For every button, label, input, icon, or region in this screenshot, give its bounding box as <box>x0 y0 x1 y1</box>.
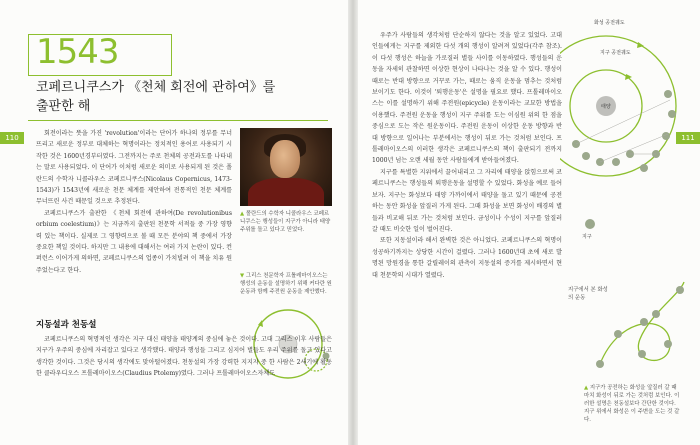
right-body-text <box>372 30 562 442</box>
caption-triangle-icon: ▼ <box>240 273 246 279</box>
headline-line-2: 출판한 해 <box>36 99 91 114</box>
epicycle-caption-text: 그리스 천문학자 프톨레마이오스는 행성의 운동을 설명하기 위해 커다란 원운동과 함께 주전원 운동을 제안했다. <box>240 273 332 295</box>
year-title: 1543 <box>36 32 119 72</box>
copernicus-portrait <box>240 128 332 206</box>
retrograde-diagram <box>560 14 692 390</box>
caption-triangle-icon: ▲ <box>584 385 590 391</box>
portrait-robe <box>248 178 324 206</box>
planet <box>652 310 660 318</box>
portrait-caption <box>240 210 334 234</box>
earth-orbit-label: 지구 공전궤도 <box>600 50 631 56</box>
planet <box>668 110 676 118</box>
planet <box>582 152 590 160</box>
paragraph: 코페르니쿠스의 혁명적인 생각은 지구 대신 태양을 태양계의 중심에 놓은 것이다. 고대 그리스 이후 사람들은 지구가 우주의 중심에 자리잡고 있다고 생각했다. 태양과 행성들 그리고 심지어 별들도 우리 주위를 돌고 있다고 생각한 것이다. 그것은 당시의 생각에도 맞아떨어졌다. 천동설의 가장 강력한 지지자 중 한 사람은 2세기에 활동한 클라우디오스 프톨레마이오스(Claudius Ptolemy)였다. 그러나 프톨레마이오스자체도 <box>36 336 332 378</box>
earth <box>585 219 595 229</box>
earth-orbit-arrow-icon <box>625 74 632 80</box>
planet <box>676 286 684 294</box>
planet <box>638 350 646 358</box>
planet <box>614 330 622 338</box>
paragraph: 회전이라는 뜻을 가진 'revolution'이라는 단어가 하나의 정부를 무너뜨리고 새로운 정부로 대체하는 혁명이라는 정치적인 용어로 사용되기 시작한 것은 1600년경부터였다. 그전까지는 주로 천체의 공전과도를 나타내는 말로 사용되었다. 이 단어가 이처럼 새로운 의미로 사용되게 된 것은 폴란드의 수학자 니콜라우스 코페르니쿠스(Nicolaus Copernicus, 1473-1543)가 1543년에 새로운 천문 체계를 제안하여 전통적인 천문 체계를 무너뜨린 사건 때문일 것으로 추정된다. <box>36 130 232 206</box>
header-rule <box>28 120 328 121</box>
portrait-caption-text: 폴란드의 수학자 니콜라우스 코페르니쿠스는 행성들이 지구가 아니라 태양 주위를 돌고 있다고 믿었다. <box>240 211 331 233</box>
paragraph: 또한 지동설이라 해서 완벽한 것은 아니었다. 코페르니쿠스의 혁명이 성공하기까지는 상당한 시간이 걸렸다. 그러나 1600년대 초에 새로 발명된 망원경을 통한 갈릴레이의 관측이 지동설의 증거를 제시하면서 현대 천문학의 시대가 열렸다. <box>372 237 562 279</box>
headline <box>36 78 316 116</box>
page-gutter <box>348 0 358 445</box>
paragraph: 우주가 사람들의 생각처럼 단순하지 않다는 것을 알고 있었다. 고대인들에게는 지구를 제외한 다섯 개의 행성이 알려져 있었다(각주 참조). 이 다섯 행성은 하늘을 가로질러 별들 사이를 이동하였다. 행성들의 운동을 자세히 관찰하면 이상한 현상이 나타나는 것을 알 수 있다. 행성이 때로는 반대 방향으로 거꾸로 가는, 때로는 움직 운동을 멈추는 것처럼 보이기도 한다. 이것이 '퇴행운동'은 설명을 필요로 했다. 프톨레마이오스는 이를 설명하기 위해 주전원(epicycle) 운동이라는 교묘한 방법을 이용했다. 주전원 운동을 행성이 지구 주위를 도는 이심원 위의 한 점을 중심으로 도는 작은 원운동이다. 주전원 운동이 이상한 운동 방향과 반대 방향으로 일어나는 부분에서는 행성이 뒤로 가는 것처럼 보인다. 프톨레마이오스의 이러한 생각은 코페르니쿠스의 책이 출판되기 전까지 1000년 넘는 오랜 세월 동안 사람들에게 받아들여졌다. <box>372 32 562 165</box>
left-page-number: 110 <box>0 132 24 144</box>
planet <box>664 90 672 98</box>
left-body-text <box>36 128 232 300</box>
section-title: 지동설과 천동설 <box>36 320 97 330</box>
planet <box>640 164 648 172</box>
left-bottom-text <box>36 334 332 442</box>
right-page-number: 111 <box>676 132 700 144</box>
sun-label: 태양 <box>601 104 611 110</box>
planet <box>640 318 648 326</box>
sight-line <box>600 134 668 162</box>
mars-orbit-label: 화성 공전궤도 <box>594 20 625 26</box>
paragraph: 지구를 특별한 지위에서 끌어내리고 그 자리에 태양을 앉힘으로써 코페르니쿠스는 행성들의 퇴행운동을 설명할 수 있었다. 화성을 예로 들어보자. 지구는 화성보다 태양 가까이에서 태양을 돌고 있기 때문에 공전하는 동안 화성을 앞질러 가게 된다. 그때 화성을 보면 화성이 배경의 별들과 비교해 뒤로 가는 것처럼 보인다. 금성이나 수성이 지구를 앞질러 갈 때도 비슷한 일이 벌어진다. <box>372 168 562 233</box>
headline-line-1: 코페르니쿠스가 《천체 회전에 관하여》를 <box>36 80 276 95</box>
caption-triangle-icon: ▲ <box>240 211 246 217</box>
planet <box>596 360 604 368</box>
retrograde-caption <box>584 384 680 424</box>
earth-label: 지구 <box>582 234 592 240</box>
paragraph: 코페르니쿠스가 출판한 《천체 회전에 관하여(De revolutionibus orbium coelestium)》는 지금까지 출판된 천문학 서적들 중 가장 영향력 있는 책이다. 실제로 그 영향력으로 볼 때 모든 분야의 책 중에서 가장 중요한 책일 것이다. 하지만 그 내용에 대해서는 여러 가지 논란이 있다. 컨퍼런스 이어가게 의하면, 코페르니쿠스의 업종이 가치빌려 이 책을 치유 원주었는다고 한다. <box>36 209 232 274</box>
epicycle-caption <box>240 272 332 296</box>
planet <box>612 158 620 166</box>
portrait-face <box>270 140 300 178</box>
mars-motion-caption: 지구에서 본 화성의 운동 <box>568 287 608 301</box>
planet <box>664 340 672 348</box>
retrograde-caption-text: 지구가 공전하는 화성을 앞질러 갈 때 마치 화성이 뒤로 가는 것처럼 보인다. 이러한 설명은 천동설보다 간단한 것이다. 지구 위에서 화성은 이 주변을 도는 것 같다. <box>584 385 680 423</box>
